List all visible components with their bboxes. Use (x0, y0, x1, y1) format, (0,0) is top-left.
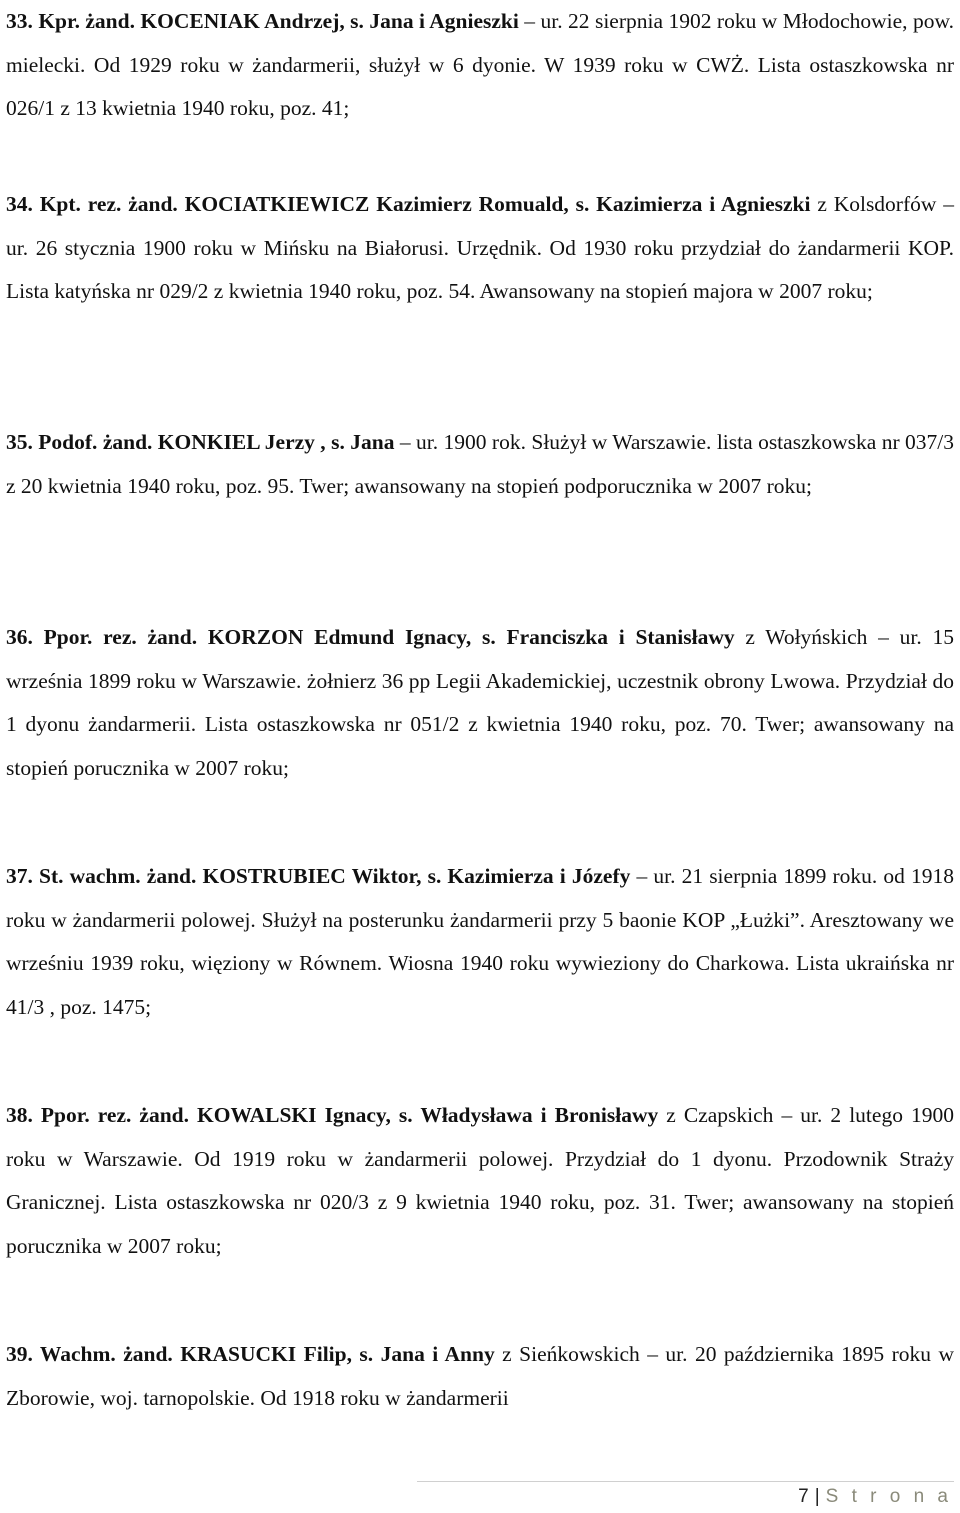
entry-36-body: z Wołyńskich – ur. 15 września 1899 roku w Warszawie. żołnierz 36 pp Legii Akademickiej, uczestnik obrony Lwowa. Przydział do 1 dyonu żandarmerii. Lista ostaszkowska nr 051/2 z kwietnia 1940 roku, poz. 70. Twer; awansowany na stopień porucznika w 2007 roku; (6, 625, 954, 780)
entry-35-body: – ur. 1900 rok. Służył w Warszawie. lista ostaszkowska nr 037/3 z 20 kwietnia 1940 roku, poz. 95. Twer; awansowany na stopień podporucznika w 2007 roku; (6, 430, 954, 498)
entry-35 (6, 421, 954, 508)
entry-33 (6, 0, 954, 131)
entry-34 (6, 183, 954, 314)
entry-33-body: – ur. 22 sierpnia 1902 roku w Młodochowie, pow. mielecki. Od 1929 roku w żandarmerii, służył w 6 dyonie. W 1939 roku w CWŻ. Lista ostaszkowska nr 026/1 z 13 kwietnia 1940 roku, poz. 41; (6, 9, 954, 121)
entry-37-heading: 37. St. wachm. żand. KOSTRUBIEC Wiktor, s. Kazimierza i Józefy (6, 864, 631, 888)
entry-37 (6, 855, 954, 1029)
footer-separator: | (814, 1486, 820, 1507)
entry-33-heading: 33. Kpr. żand. KOCENIAK Andrzej, s. Jana i Agnieszki (6, 9, 519, 33)
entry-39-body: z Sieńkowskich – ur. 20 października 1895 roku w Zborowie, woj. tarnopolskie. Od 1918 roku w żandarmerii (6, 1342, 955, 1410)
entry-38-heading: 38. Ppor. rez. żand. KOWALSKI Ignacy, s. Władysława i Bronisławy (6, 1103, 659, 1127)
page-footer (798, 1486, 952, 1508)
entry-34-body: z Kolsdorfów – ur. 26 stycznia 1900 roku w Mińsku na Białorusi. Urzędnik. Od 1930 roku przydział do żandarmerii KOP. Lista katyńska nr 029/2 z kwietnia 1940 roku, poz. 54. Awansowany na stopień majora w 2007 roku; (6, 192, 954, 304)
page-number: 7 (798, 1486, 809, 1507)
entry-38 (6, 1094, 954, 1268)
entry-36 (6, 616, 954, 790)
entry-36-heading: 36. Ppor. rez. żand. KORZON Edmund Ignacy, s. Franciszka i Stanisławy (6, 625, 735, 649)
entry-38-body: z Czapskich – ur. 2 lutego 1900 roku w Warszawie. Od 1919 roku w żandarmerii polowej. Przydział do 1 dyonu. Przodownik Straży Granicznej. Lista ostaszkowska nr 020/3 z 9 kwietnia 1940 roku, poz. 31. Twer; awansowany na stopień porucznika w 2007 roku; (6, 1103, 954, 1258)
page-label: S t r o n a (825, 1486, 952, 1507)
footer-divider (417, 1481, 954, 1482)
entry-34-heading: 34. Kpt. rez. żand. KOCIATKIEWICZ Kazimierz Romuald, s. Kazimierza i Agnieszki (6, 192, 811, 216)
entry-37-body: – ur. 21 sierpnia 1899 roku. od 1918 roku w żandarmerii polowej. Służył na posterunku żandarmerii przy 5 baonie KOP „Łużki”. Aresztowany we wrześniu 1939 roku, więziony w Równem. Wiosna 1940 roku wywieziony do Charkowa. Lista ukraińska nr 41/3 , poz. 1475; (6, 864, 954, 1019)
entry-39 (6, 1333, 954, 1420)
entry-39-heading: 39. Wachm. żand. KRASUCKI Filip, s. Jana i Anny (6, 1342, 495, 1366)
entry-35-heading: 35. Podof. żand. KONKIEL Jerzy , s. Jana (6, 430, 395, 454)
